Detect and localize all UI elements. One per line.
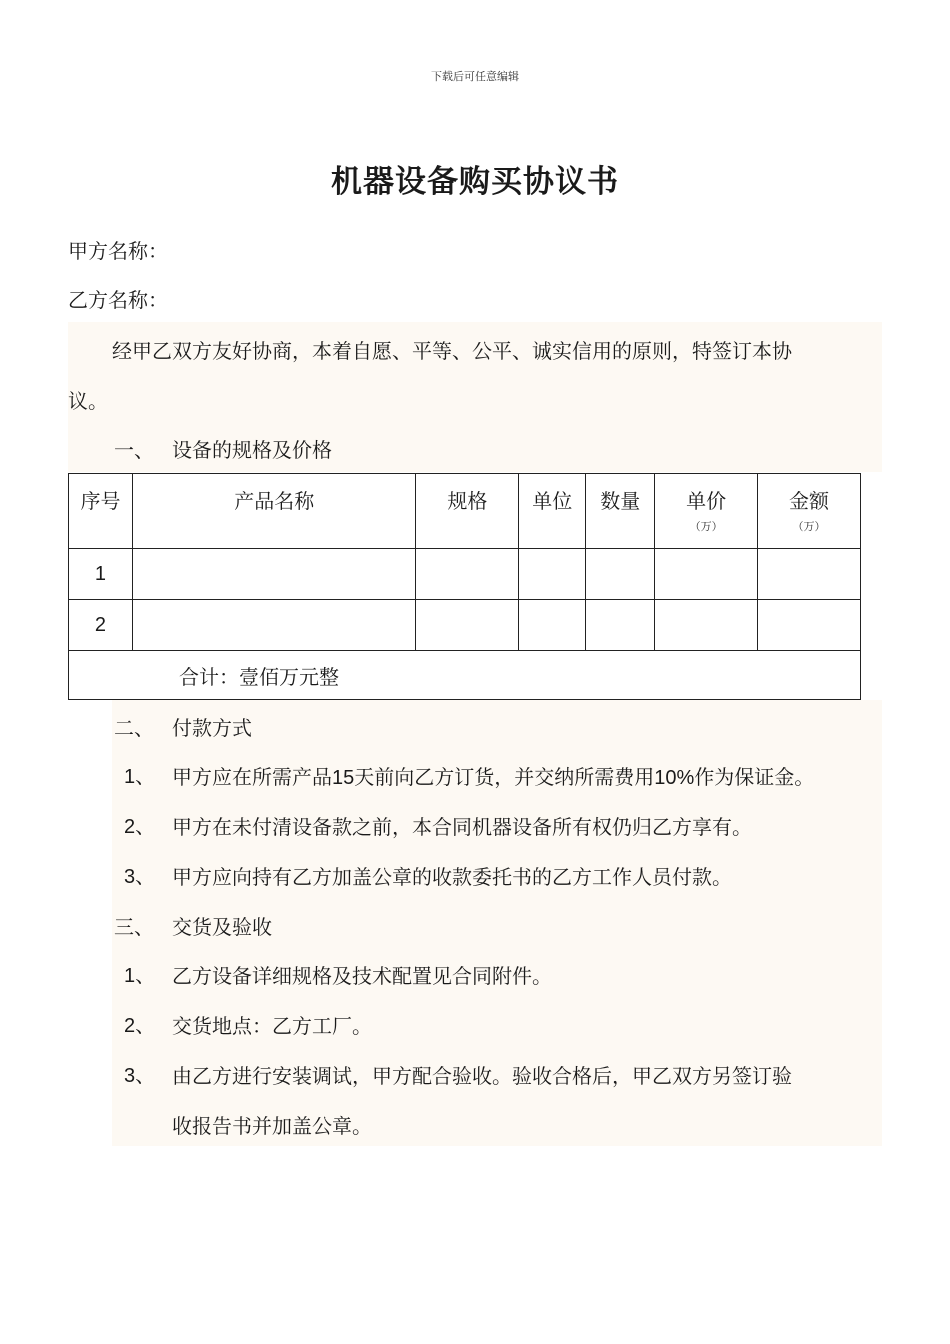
spec-cell	[416, 549, 519, 600]
table-row	[69, 549, 861, 600]
unit-cell	[519, 600, 586, 651]
product-name-cell	[132, 600, 416, 651]
unit-cell	[519, 549, 586, 600]
header-cell: 单位	[519, 474, 586, 549]
payment-item-text: 甲方应向持有乙方加盖公章的收款委托书的乙方工作人员付款。	[172, 865, 732, 889]
header-note: 下载后可任意编辑	[431, 70, 519, 83]
delivery-item-text: 由乙方进行安装调试，甲方配合验收。验收合格后，甲乙双方另签订验	[172, 1064, 792, 1088]
payment-item-number: 3、	[124, 866, 156, 888]
qty-cell	[586, 600, 655, 651]
section1-number: 一、	[114, 438, 154, 462]
section3-number: 三、	[114, 915, 154, 939]
total-cell	[69, 651, 861, 700]
payment-item-number: 1、	[124, 766, 156, 788]
delivery-item-text-continued: 收报告书并加盖公章。	[172, 1114, 372, 1138]
header-cell: 数量	[586, 474, 655, 549]
price-cell	[655, 549, 758, 600]
row-number: 2	[69, 600, 133, 651]
qty-cell	[586, 549, 655, 600]
delivery-item-number: 2、	[124, 1015, 156, 1037]
table-row	[69, 600, 861, 651]
amount-cell	[758, 600, 861, 651]
payment-item-number: 2、	[124, 816, 156, 838]
delivery-item-text: 交货地点：乙方工厂。	[172, 1014, 372, 1038]
header-cell: 序号	[69, 474, 133, 549]
table-total-row	[69, 651, 861, 700]
header-cell: 产品名称	[132, 474, 416, 549]
delivery-item-number: 1、	[124, 965, 156, 987]
price-cell	[655, 600, 758, 651]
intro-paragraph-line2: 议。	[68, 389, 108, 413]
header-cell: 单价 （万）	[655, 474, 758, 549]
section1-title: 设备的规格及价格	[172, 438, 332, 462]
total-text: 合计：壹佰万元整	[179, 664, 339, 689]
spec-cell	[416, 600, 519, 651]
product-name-cell	[132, 549, 416, 600]
header-cell: 规格	[416, 474, 519, 549]
intro-paragraph-line1: 经甲乙双方友好协商，本着自愿、平等、公平、诚实信用的原则，特签订本协	[112, 339, 792, 363]
document-title: 机器设备购买协议书	[331, 164, 619, 200]
amount-cell	[758, 549, 861, 600]
delivery-item-number: 3、	[124, 1065, 156, 1087]
table-header-row	[69, 474, 861, 549]
section2-title: 付款方式	[172, 716, 252, 740]
party-a-label: 甲方名称：	[68, 239, 168, 263]
row-number: 1	[69, 549, 133, 600]
party-b-label: 乙方名称：	[68, 288, 168, 312]
section3-title: 交货及验收	[172, 915, 272, 939]
payment-item-text: 甲方在未付清设备款之前，本合同机器设备所有权仍归乙方享有。	[172, 815, 752, 839]
delivery-item-text: 乙方设备详细规格及技术配置见合同附件。	[172, 964, 552, 988]
payment-item-text: 甲方应在所需产品15天前向乙方订货，并交纳所需费用10%作为保证金。	[172, 765, 815, 789]
equipment-table	[68, 473, 861, 700]
header-cell: 金额 （万）	[758, 474, 861, 549]
section2-number: 二、	[114, 716, 154, 740]
